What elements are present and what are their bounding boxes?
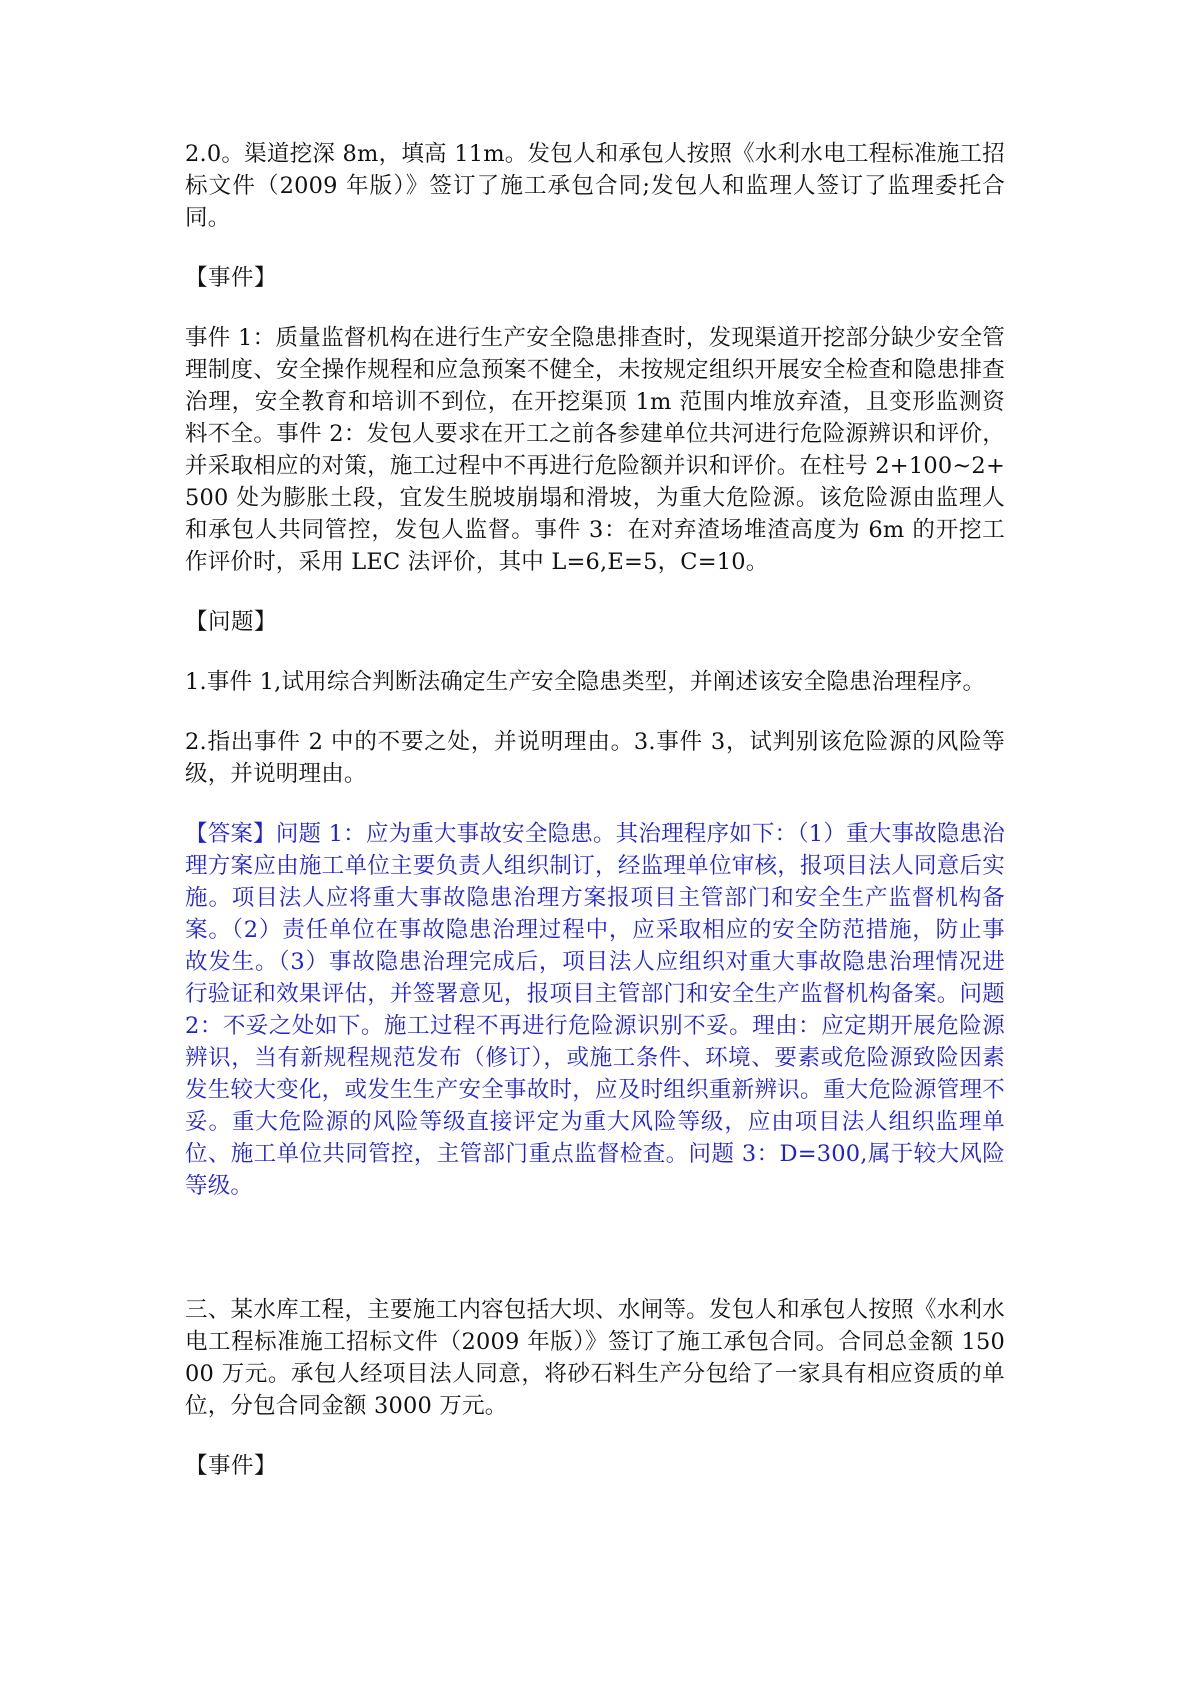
- events-heading: 【事件】: [185, 265, 278, 291]
- question-1: 1.事件 1,试用综合判断法确定生产安全隐患类型，并阐述该安全隐患治理程序。: [185, 669, 986, 695]
- events-heading-2: 【事件】: [185, 1453, 278, 1479]
- section-three-paragraph: 三、某水库工程，主要施工内容包括大坝、水闸等。发包人和承包人按照《水利水电工程标准施工招标文件（2009 年版）》签订了施工承包合同。合同总金额 15000 万元。承包人经项目法人同意，将砂石料生产分包给了一家具有相应资质的单位，分包合同金额 3000 万元。: [185, 1297, 1005, 1419]
- document-page: [185, 138, 1005, 1482]
- question-2-3: 2.指出事件 2 中的不要之处，并说明理由。3.事件 3，试判别该危险源的风险等级，并说明理由。: [185, 729, 1005, 787]
- answer-paragraph: 【答案】问题 1：应为重大事故安全隐患。其治理程序如下：（1）重大事故隐患治理方案应由施工单位主要负责人组织制订，经监理单位审核，报项目法人同意后实施。项目法人应将重大事故隐患治理方案报项目主管部门和安全生产监督机构备案。（2）责任单位在事故隐患治理过程中，应采取相应的安全防范措施，防止事故发生。（3）事故隐患治理完成后，项目法人应组织对重大事故隐患治理情况进行验证和效果评估，并签署意见，报项目主管部门和安全生产监督机构备案。问题 2：不妥之处如下。施工过程不再进行危险源识别不妥。理由：应定期开展危险源辨识，当有新规程规范发布（修订），或施工条件、环境、要素或危险源致险因素发生较大变化，或发生生产安全事故时，应及时组织重新辨识。重大危险源管理不妥。重大危险源的风险等级直接评定为重大风险等级，应由项目法人组织监理单位、施工单位共同管控，主管部门重点监督检查。问题 3：D=300,属于较大风险等级。: [185, 821, 1005, 1199]
- questions-heading: 【问题】: [185, 609, 278, 635]
- intro-paragraph: 2.0。渠道挖深 8m，填高 11m。发包人和承包人按照《水利水电工程标准施工招标文件（2009 年版）》签订了施工承包合同;发包人和监理人签订了监理委托合同。: [185, 141, 1005, 231]
- events-paragraph: 事件 1：质量监督机构在进行生产安全隐患排查时，发现渠道开挖部分缺少安全管理制度、安全操作规程和应急预案不健全，未按规定组织开展安全检查和隐患排查治理，安全教育和培训不到位，在开挖渠顶 1m 范围内堆放弃渣，且变形监测资料不全。事件 2：发包人要求在开工之前各参建单位共河进行危险源辨识和评价，并采取相应的对策，施工过程中不再进行危险额并识和评价。在柱号 2+100~2+500 处为膨胀土段，宜发生脱坡崩塌和滑坡，为重大危险源。该危险源由监理人和承包人共同管控，发包人监督。事件 3：在对弃渣场堆渣高度为 6m 的开挖工作评价时，采用 LEC 法评价，其中 L=6,E=5，C=10。: [185, 325, 1005, 575]
